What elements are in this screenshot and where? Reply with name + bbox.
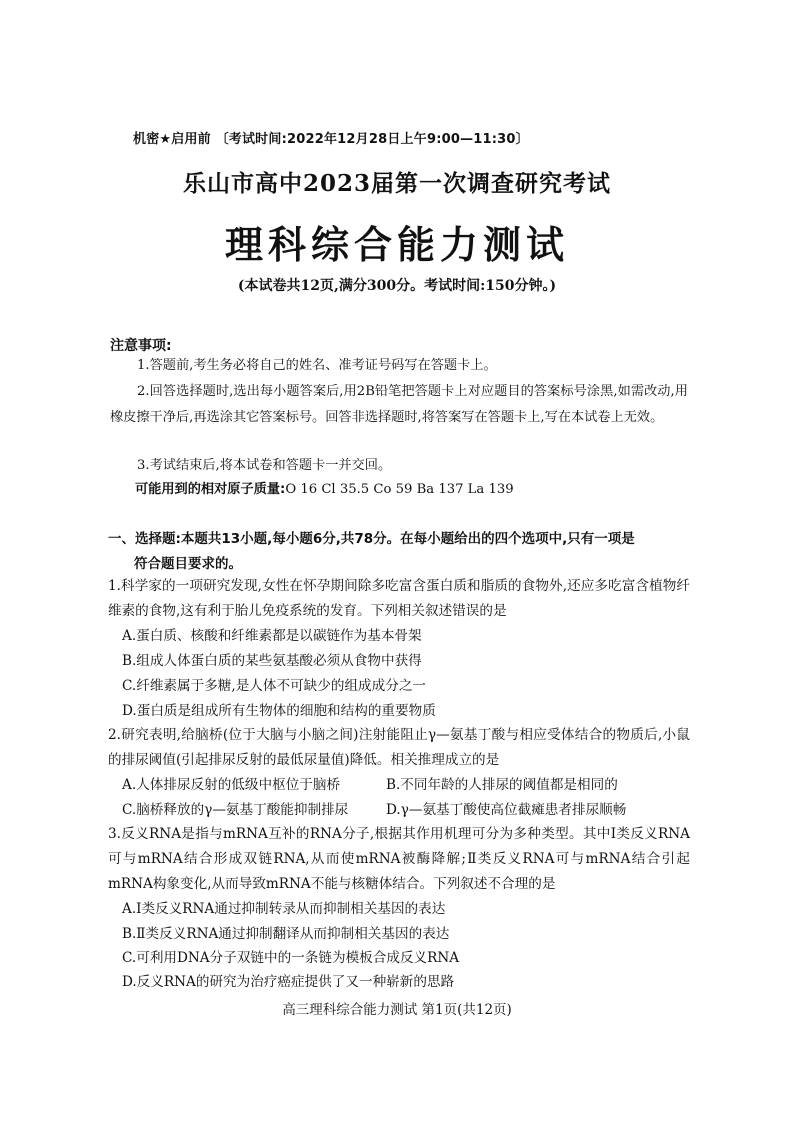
- note-item-2-text: 2.回答选择题时,选出每小题答案后,用2B铅笔把答题卡上对应题目的答案标号涂黑,如需改动,用橡皮擦干净后,再选涂其它答案标号。回答非选择题时,将答案写在答题卡上,写在本试卷上无效。: [110, 384, 688, 425]
- question-3-stem: 3.反义RNA是指与mRNA互补的RNA分子,根据其作用机理可分为多种类型。其中Ⅰ类反义RNA可与mRNA结合形成双链RNA,从而使mRNA被酶降解;Ⅱ类反义RNA可与mRNA结合引起mRNA构象变化,从而导致mRNA不能与核糖体结合。下列叙述不合理的是: [108, 826, 690, 892]
- note-item-3: [110, 453, 688, 479]
- question-2-stem: 2.研究表明,给脑桥(位于大脑与小脑之间)注射能阻止γ—氨基丁酸与相应受体结合的物质后,小鼠的排尿阈值(引起排尿反射的最低尿量值)降低。相关推理成立的是: [108, 727, 690, 768]
- question-2-option-b: B.不同年龄的人排尿的阈值都是相同的: [386, 777, 618, 793]
- section-heading-line-1: 一、选择题:本题共13小题,每小题6分,共78分。在每小题给出的四个选项中,只有一项是: [108, 531, 635, 547]
- question-2-option-a: A.人体排尿反射的低级中枢位于脑桥: [122, 777, 341, 793]
- atomic-mass-label: 可能用到的相对原子质量:: [135, 482, 286, 497]
- page-footer: 高三理科综合能力测试 第1页(共12页): [282, 1002, 512, 1018]
- question-3-option-b: B.Ⅱ类反义RNA通过抑制翻译从而抑制相关基因的表达: [122, 926, 450, 942]
- question-1-option-c: C.纤维素属于多糖,是人体不可缺少的组成成分之一: [122, 678, 427, 694]
- exam-info-line: (本试卷共12页,满分300分。考试时间:150分钟。): [237, 278, 557, 294]
- atomic-mass-line: [135, 478, 514, 497]
- question-3-option-a: A.Ⅰ类反义RNA通过抑制转录从而抑制相关基因的表达: [122, 901, 446, 917]
- subject-title: 理科综合能力测试: [224, 222, 569, 267]
- section-heading-line-2: 符合题目要求的。: [134, 556, 242, 572]
- note-item-3-text: 3.考试结束后,将本试卷和答题卡一并交回。: [137, 458, 392, 473]
- note-item-1: [110, 353, 688, 379]
- notes-heading: 注意事项:: [110, 338, 172, 354]
- question-1-option-d: D.蛋白质是组成所有生物体的细胞和结构的重要物质: [122, 703, 436, 719]
- question-2-option-d: D.γ—氨基丁酸使高位截瘫患者排尿顺畅: [386, 802, 627, 818]
- section-heading: [108, 527, 690, 577]
- exam-title: 乐山市高中2023届第一次调查研究考试: [182, 170, 611, 197]
- note-item-2: [110, 379, 688, 431]
- question-1-stem: 1.科学家的一项研究发现,女性在怀孕期间除多吃富含蛋白质和脂质的食物外,还应多吃富含植物纤维素的食物,这有利于胎儿免疫系统的发育。下列相关叙述错误的是: [108, 578, 690, 619]
- confidential-line: 机密★启用前 〔考试时间:2022年12月28日上午9:00—11:30〕: [133, 132, 529, 147]
- question-1-option-b: B.组成人体蛋白质的某些氨基酸必须从食物中获得: [122, 653, 422, 669]
- question-3-option-d: D.反义RNA的研究为治疗癌症提供了又一种崭新的思路: [122, 974, 455, 990]
- question-2-option-c: C.脑桥释放的γ—氨基丁酸能抑制排尿: [122, 802, 349, 818]
- question-1-option-a: A.蛋白质、核酸和纤维素都是以碳链作为基本骨架: [122, 628, 422, 644]
- note-item-1-text: 1.答题前,考生务必将自己的姓名、准考证号码写在答题卡上。: [137, 358, 497, 373]
- atomic-mass-values: O 16 Cl 35.5 Co 59 Ba 137 La 139: [285, 482, 514, 497]
- question-3-option-c: C.可利用DNA分子双链中的一条链为模板合成反义RNA: [122, 950, 460, 966]
